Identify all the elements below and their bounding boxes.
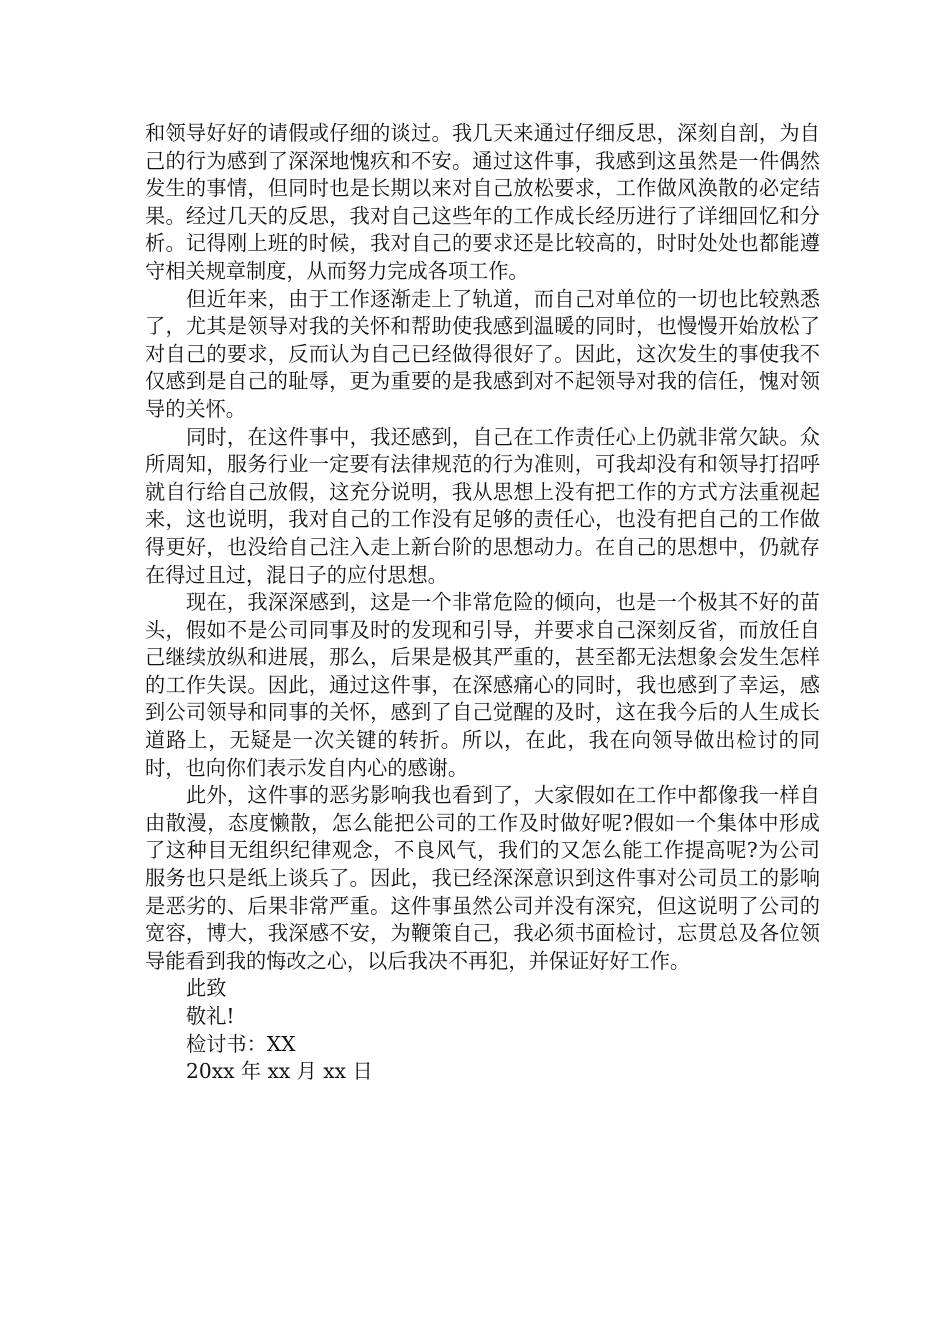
closing-regards: 敬礼! <box>186 1004 235 1028</box>
closing-salutation: 此致 <box>186 976 227 1001</box>
closing-signature: 检讨书：XX <box>186 1031 296 1056</box>
paragraph-3: 同时，在这件事中，我还感到，自己在工作责任心上仍就非常欠缺。众所周知，服务行业一定要有法律规范的行为准则，可我却没有和领导打招呼就自行给自己放假，这充分说明，我从思想上没有把工作的方式方法重视起来，这也说明，我对自己的工作没有足够的责任心，也没有把自己的工作做得更好，也没给自己注入走上新台阶的思想动力。在自己的思想中，仍就存在得过且过，混日子的应付思想。 <box>145 424 820 587</box>
closing-date: 20xx 年 xx 月 xx 日 <box>186 1059 373 1084</box>
paragraph-2: 但近年来，由于工作逐渐走上了轨道，而自己对单位的一切也比较熟悉了，尤其是领导对我的关怀和帮助使我感到温暖的同时，也慢慢开始放松了对自己的要求，反而认为自己已经做得很好了。因此，这次发生的事使我不仅感到是自己的耻辱，更为重要的是我感到对不起领导对我的信任，愧对领导的关怀。 <box>145 286 820 421</box>
document-body <box>145 120 820 1086</box>
closing-block <box>145 975 820 1085</box>
paragraph-1: 和领导好好的请假或仔细的谈过。我几天来通过仔细反思，深刻自剖，为自己的行为感到了深深地愧疚和不安。通过这件事，我感到这虽然是一件偶然发生的事情，但同时也是长期以来对自己放松要求，工作做风涣散的必定结果。经过几天的反思，我对自己这些年的工作成长经历进行了详细回忆和分析。记得刚上班的时候，我对自己的要求还是比较高的，时时处处也都能遵守相关规章制度，从而努力完成各项工作。 <box>145 121 820 283</box>
paragraph-5: 此外，这件事的恶劣影响我也看到了，大家假如在工作中都像我一样自由散漫，态度懒散，怎么能把公司的工作及时做好呢?假如一个集体中形成了这种目无组织纪律观念，不良风气，我们的又怎么能工作提高呢?为公司服务也只是纸上谈兵了。因此，我已经深深意识到这件事对公司员工的影响是恶劣的、后果非常严重。这件事虽然公司并没有深究，但这说明了公司的宽容，博大，我深感不安，为鞭策自己，我必须书面检讨，忘贯总及各位领导能看到我的悔改之心，以后我决不再犯，并保证好好工作。 <box>145 783 820 973</box>
paragraph-4: 现在，我深深感到，这是一个非常危险的倾向，也是一个极其不好的苗头，假如不是公司同事及时的发现和引导，并要求自己深刻反省，而放任自己继续放纵和进展，那么，后果是极其严重的，甚至都无法想象会发生怎样的工作失误。因此，通过这件事，在深感痛心的同时，我也感到了幸运，感到公司领导和同事的关怀，感到了自己觉醒的及时，这在我今后的人生成长道路上，无疑是一次关键的转折。所以，在此，我在向领导做出检讨的同时，也向你们表示发自内心的感谢。 <box>145 590 820 780</box>
